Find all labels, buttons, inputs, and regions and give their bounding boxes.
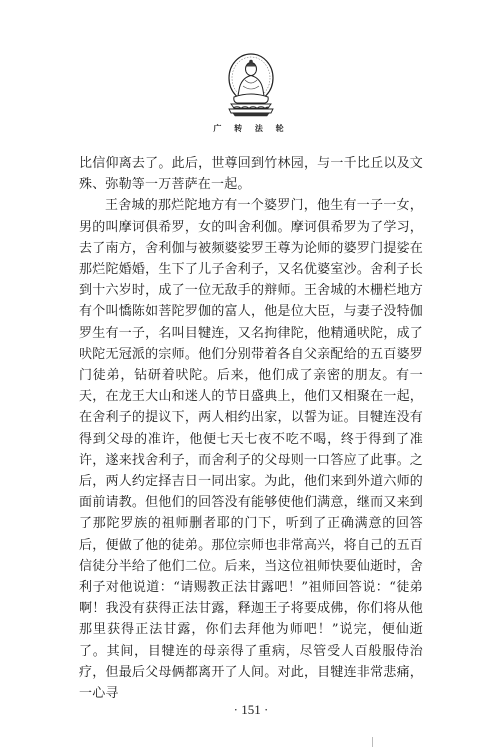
scan-artifact — [372, 737, 373, 747]
seated-buddha-icon — [221, 52, 281, 118]
paragraph: 王舍城的那烂陀地方有一个婆罗门，他生有一子一女，男的叫摩诃俱希罗，女的叫舍利伽。摩诃俱希罗为了学习，去了南方，舍利伽与被频婆娑罗王尊为论师的婆罗门提娑在那烂陀婚婚，生下了儿子舍利子，又名优婆室沙。舍利子长到十六岁时，成了一位无敌手的辩师。王舍城的木栅栏地方有个叫憍陈如菩陀罗伽的富人，他是位大臣，与妻子没特伽罗生有一子，名叫目犍连，又名拘律陀，他精通吠陀，成了吠陀无冠派的宗师。他们分别带着各自父亲配给的五百婆罗门徒弟，钻研着吠陀。后来，他们成了亲密的朋友。有一天，在龙王大山和迷人的节日盛典上，他们又相聚在一起，在舍利子的提议下，两人相约出家，以誓为证。目犍连没有得到父母的准许，他便七天七夜不吃不喝，终于得到了准许，遂来找舍利子，而舍利子的父母则一口答应了此事。之后，两人约定择吉日一同出家。为此，他们来到外道六师的面前请教。但他们的回答没有能够使他们满意，继而又来到了那陀罗族的祖师删者耶的门下，听到了正确满意的回答后，便做了他的徒弟。那位宗师也非常高兴，将自己的五百信徒分半给了他们二位。后来，当这位祖师快要仙逝时，舍利子对他说道：“请赐教正法甘露吧！”祖师回答说：“徒弟啊！我没有获得正法甘露，释迦王子将要成佛，你们将从他那里获得正法甘露，你们去拜他为师吧！”说完，便仙逝了。其间，目犍连的母亲得了重病，尽管受人百般服侍治疗，但最后父母俩都离开了人间。对此，目犍连非常悲痛，一心寻 — [79, 198, 423, 702]
body-text — [79, 153, 423, 704]
page-number: · 151 · — [233, 702, 269, 717]
paragraph: 比信仰离去了。此后，世尊回到竹林园，与一千比丘以及文殊、弥勒等一万菩萨在一起。 — [79, 156, 423, 193]
running-header: 广 转 法 轮 — [213, 123, 289, 133]
